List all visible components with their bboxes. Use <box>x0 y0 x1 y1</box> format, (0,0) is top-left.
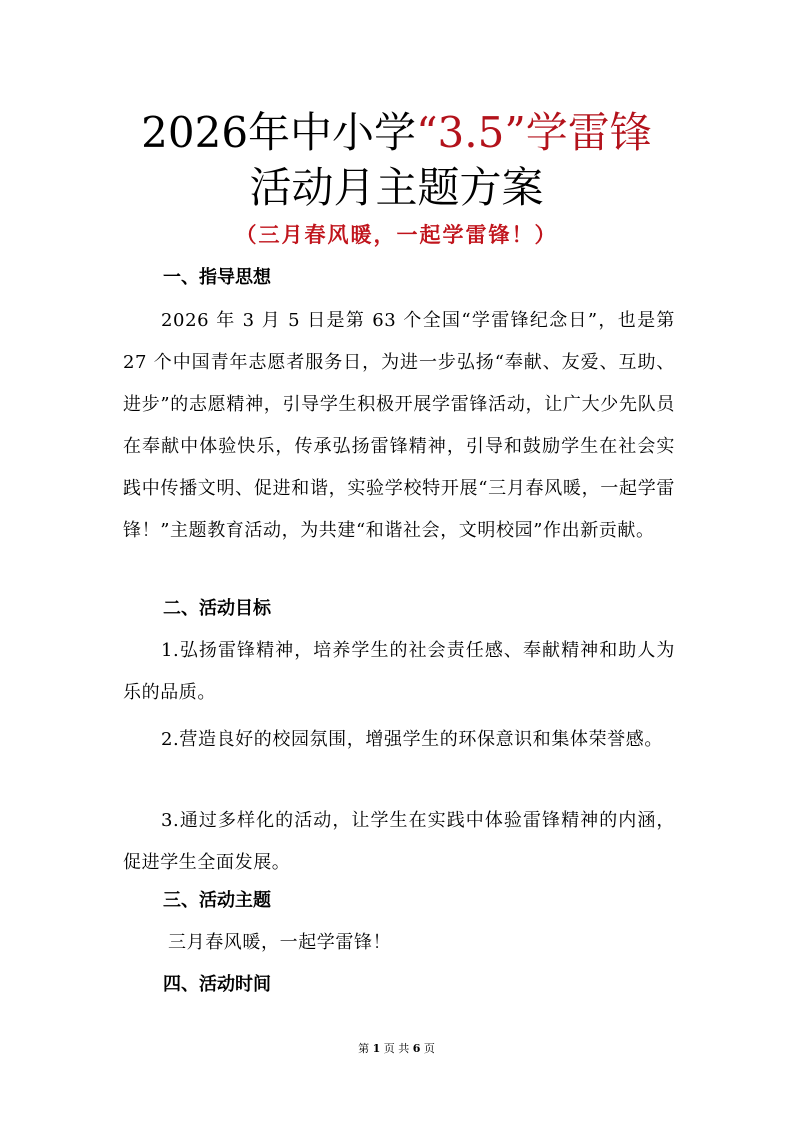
footer-prefix: 第 <box>358 1042 370 1055</box>
section-heading-guiding-ideology: 一、指导思想 <box>163 267 271 288</box>
document-title-line1 <box>0 108 793 158</box>
footer-suffix: 页 <box>423 1042 435 1055</box>
goal-item-1: 1.弘扬雷锋精神，培养学生的社会责任感、奉献精神和助人为乐的品质。 <box>123 640 675 703</box>
activity-theme-text: 三月春风暖，一起学雷锋！ <box>168 932 392 953</box>
section-heading-activity-time: 四、活动时间 <box>163 974 271 995</box>
page-footer <box>0 1041 793 1057</box>
footer-middle: 页 共 <box>383 1042 410 1055</box>
goal-item-2: 2.营造良好的校园氛围，增强学生的环保意识和集体荣誉感。 <box>161 729 663 750</box>
document-title-line2: 活动月主题方案 <box>249 163 544 212</box>
footer-total-pages: 6 <box>412 1042 421 1055</box>
section-heading-activity-goals: 二、活动目标 <box>163 598 271 619</box>
document-subtitle: （三月春风暖，一起学雷锋！） <box>235 222 558 247</box>
section-heading-activity-theme: 三、活动主题 <box>163 890 271 911</box>
title-year-prefix: 2026年中小学 <box>141 108 417 157</box>
section-paragraph: 2026 年 3 月 5 日是第 63 个全国“学雷锋纪念日”，也是第 27 个中国青年志愿者服务日，为进一步弘扬“奉献、友爱、互助、进步”的志愿精神，引导学生积极开展学雷锋活动，让广大少先队员在奉献中体验快乐，传承弘扬雷锋精神，引导和鼓励学生在社会实践中传播文明、促进和谐，实验学校特开展“三月春风暖，一起学雷锋！”主题教育活动，为共建“和谐社会，文明校园”作出新贡献。 <box>123 310 675 541</box>
footer-current-page: 1 <box>372 1042 381 1055</box>
title-accent: “3.5”学雷锋 <box>416 108 652 157</box>
goal-item-3: 3.通过多样化的活动，让学生在实践中体验雷锋精神的内涵，促进学生全面发展。 <box>123 810 675 873</box>
